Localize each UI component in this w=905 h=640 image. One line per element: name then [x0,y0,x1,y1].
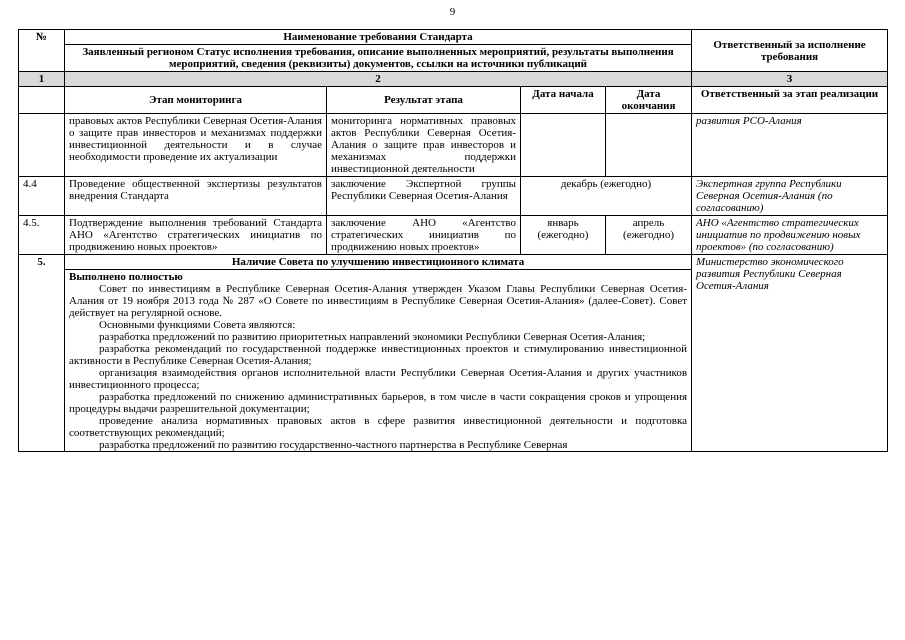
row-result: мониторинга нормативных правовых актов Республики Северная Осетия-Алания о защите прав инвесторов и механизмах поддержки инвестиционной деятельности [327,114,521,177]
row-dates [521,177,692,216]
section-responsible: Министерство экономического развития Республики Северная Осетия-Алания [692,255,888,452]
row-responsible: Экспертная группа Республики Северная Осетия-Алания (по согласованию) [692,177,888,216]
col-number-2: 2 [65,72,692,87]
section-paragraph: проведение анализа нормативных правовых актов в сфере развития инвестиционной деятельности и подготовка соответствующих рекомендаций; [69,415,688,439]
row-stage: Подтверждение выполнения требований Стандарта АНО «Агентство стратегических инициатив по продвижению новых проектов» [65,216,327,255]
row-num: 4.5. [19,216,65,255]
header-num: № [19,30,65,72]
standard-requirements-table [18,29,888,452]
header-requirement-name: Наименование требования Стандарта [65,30,692,45]
row-dates-text: декабрь (ежегодно) [560,178,652,190]
row-responsible: АНО «Агентство стратегических инициатив по продвижению новых проектов» (по согласованию) [692,216,888,255]
table-row [19,177,888,216]
subheader-empty [19,87,65,114]
row-start: январь (ежегодно) [521,216,606,255]
header-responsible: Ответственный за исполнение требования [692,30,888,72]
section-paragraph: Основными функциями Совета являются: [99,319,296,331]
section-paragraph: разработка предложений по развитию приоритетных направлений экономики Республики Северная Осетия-Алания; [99,331,646,343]
page-number: 9 [449,6,456,18]
row-responsible: развития РСО-Алания [692,114,888,177]
subheader-start-date: Дата начала [521,87,606,114]
header-row-title [19,30,888,45]
row-num [19,114,65,177]
row-num: 4.4 [19,177,65,216]
section-paragraph: Совет по инвестициям в Республике Северная Осетия-Алания утвержден Указом Главы Республики Северная Осетия-Алания от 19 ноября 2013 года № 287 «О Совете по инвестициям в Республике Северная Осетия-Алания» (далее-Совет). Совет действует на регулярной основе. [69,283,688,319]
section-paragraph: разработка предложений по снижению административных барьеров, в том числе в части сокращения сроков и упрощения процедуры выдачи разрешительной документации; [69,391,688,415]
header-status-description: Заявленный регионом Статус исполнения требования, описание выполненных мероприятий, результаты выполнения мероприятий, сведения (реквизиты) документов, ссылки на источники публикаций [65,45,692,72]
row-stage: Проведение общественной экспертизы результатов внедрения Стандарта [65,177,327,216]
subheader-end-date: Дата окончания [606,87,692,114]
section-row [19,255,888,452]
subheader-stage-responsible: Ответственный за этап реализации [692,87,888,114]
col-number-1: 1 [19,72,65,87]
row-end [606,114,692,177]
section-num: 5. [19,255,65,452]
section-body [65,269,691,451]
section-paragraph: разработка предложений по развитию государственно-частного партнерства в Республике Северная [99,439,568,451]
row-stage: правовых актов Республики Северная Осетия-Алания о защите прав инвесторов и механизмах поддержки инвестиционной деятельности и в случае необходимости проведение их актуализации [65,114,327,177]
column-number-row [19,72,888,87]
col-number-3: 3 [692,72,888,87]
section-paragraph: организация взаимодействия органов исполнительной власти Республики Северная Осетия-Алания и других участников инвестиционного процесса; [69,367,688,391]
row-result: заключение АНО «Агентство стратегических инициатив по продвижению новых проектов» [327,216,521,255]
table-row [19,216,888,255]
row-start [521,114,606,177]
row-end: апрель (ежегодно) [606,216,692,255]
table-row [19,114,888,177]
section-content [65,255,692,452]
subheader-stage-result: Результат этапа [327,87,521,114]
section-paragraph: разработка рекомендаций по государственной поддержке инвестиционных проектов и стимулированию инвестиционной активности в Республике Северная Осетия-Алания; [69,343,688,367]
row-result: заключение Экспертной группы Республики Северная Осетия-Алания [327,177,521,216]
subheader-row [19,87,888,114]
section-title: Наличие Совета по улучшению инвестиционного климата [231,256,525,268]
section-status: Выполнено полностью [69,271,183,283]
subheader-stage: Этап мониторинга [65,87,327,114]
